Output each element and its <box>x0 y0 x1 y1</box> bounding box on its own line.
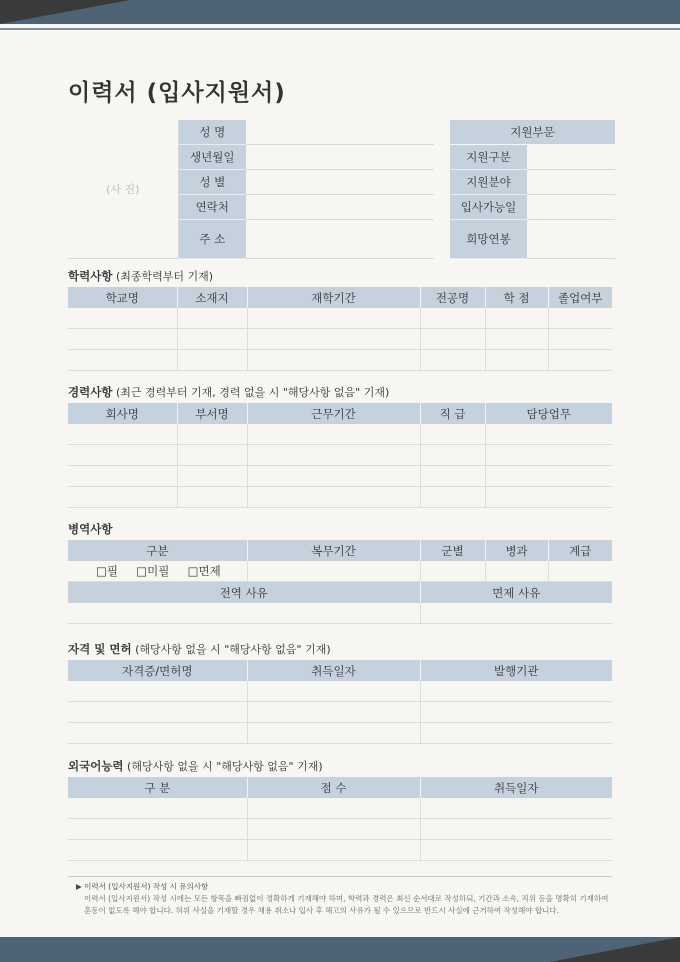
table-cell[interactable] <box>420 350 485 371</box>
table-cell[interactable] <box>177 424 247 445</box>
photo-placeholder[interactable]: (사 진) <box>68 120 178 259</box>
table-cell[interactable] <box>247 798 420 819</box>
field-label-name: 성 명 <box>178 120 246 145</box>
table-cell[interactable] <box>420 840 612 861</box>
language-header: 구 분 <box>68 777 247 798</box>
language-header: 점 수 <box>247 777 420 798</box>
language-header: 취득일자 <box>420 777 612 798</box>
table-cell[interactable] <box>68 445 177 466</box>
table-cell[interactable] <box>420 819 612 840</box>
table-cell[interactable] <box>68 840 247 861</box>
table-cell[interactable] <box>177 445 247 466</box>
edu-header: 전공명 <box>420 287 485 308</box>
edu-header: 졸업여부 <box>548 287 612 308</box>
career-title: 경력사항 <box>68 385 113 399</box>
top-divider <box>0 28 680 30</box>
table-cell[interactable] <box>420 445 485 466</box>
table-row <box>68 819 612 840</box>
notice-box <box>68 876 612 917</box>
field-input-name[interactable] <box>246 120 434 145</box>
table-cell[interactable] <box>247 681 420 702</box>
apply-input-type[interactable] <box>527 145 615 170</box>
table-cell[interactable] <box>247 561 420 582</box>
table-cell[interactable] <box>68 487 177 508</box>
field-label-contact: 연락처 <box>178 195 246 220</box>
table-cell[interactable] <box>420 681 612 702</box>
table-row <box>68 329 612 350</box>
table-cell[interactable] <box>485 445 612 466</box>
table-cell[interactable] <box>68 308 177 329</box>
field-label-gender: 성 별 <box>178 170 246 195</box>
notice-heading: 이력서 (입사지원서) 작성 시 유의사항 <box>84 882 209 891</box>
table-cell[interactable] <box>247 350 420 371</box>
career-header: 직 급 <box>420 403 485 424</box>
education-title: 학력사항 <box>68 269 113 283</box>
career-header: 회사명 <box>68 403 177 424</box>
career-header: 근무기간 <box>247 403 420 424</box>
table-row <box>68 702 612 723</box>
license-section-title <box>68 641 331 657</box>
table-cell[interactable] <box>247 840 420 861</box>
apply-label-start: 입사가능일 <box>450 195 527 220</box>
license-table <box>68 660 612 744</box>
table-cell[interactable] <box>68 424 177 445</box>
education-table <box>68 287 612 371</box>
table-cell[interactable] <box>420 308 485 329</box>
career-note: (최근 경력부터 기재, 경력 없을 시 "해당사항 없음" 기재) <box>115 386 390 399</box>
notice-heading-row <box>68 881 612 893</box>
apply-label-field: 지원분야 <box>450 170 527 195</box>
table-cell[interactable] <box>420 466 485 487</box>
table-cell[interactable] <box>247 466 420 487</box>
discharge-reason-header: 전역 사유 <box>68 582 420 604</box>
edu-header: 학 점 <box>485 287 548 308</box>
table-row <box>68 840 612 861</box>
field-label-birth: 생년월일 <box>178 145 246 170</box>
apply-input-field[interactable] <box>527 170 615 195</box>
table-cell[interactable] <box>548 308 612 329</box>
table-cell[interactable] <box>420 561 485 582</box>
table-cell[interactable] <box>485 308 548 329</box>
table-cell[interactable] <box>247 819 420 840</box>
apply-input-start[interactable] <box>527 195 615 220</box>
personal-info-table <box>68 120 434 259</box>
military-header: 병과 <box>485 540 548 561</box>
table-cell[interactable] <box>548 329 612 350</box>
bullet-arrow-icon: ▶ <box>76 882 82 891</box>
table-cell[interactable] <box>68 329 177 350</box>
table-cell[interactable] <box>485 424 612 445</box>
license-note: (해당사항 없을 시 "해당사항 없음" 기재) <box>135 643 331 656</box>
table-cell[interactable] <box>420 424 485 445</box>
table-cell[interactable] <box>485 561 548 582</box>
career-header: 담당업무 <box>485 403 612 424</box>
apply-label-salary: 희망연봉 <box>450 220 527 259</box>
apply-header: 지원부문 <box>450 120 615 145</box>
table-row <box>68 424 612 445</box>
table-cell[interactable] <box>247 329 420 350</box>
table-row <box>68 603 612 624</box>
table-cell[interactable] <box>485 350 548 371</box>
application-table <box>450 120 615 259</box>
education-note: (최종학력부터 기재) <box>115 270 214 283</box>
military-header: 구분 <box>68 540 247 561</box>
language-note: (해당사항 없을 시 "해당사항 없음" 기재) <box>127 760 323 773</box>
table-row <box>68 798 612 819</box>
table-cell[interactable] <box>420 702 612 723</box>
table-cell[interactable] <box>548 350 612 371</box>
table-cell[interactable] <box>68 350 177 371</box>
table-cell[interactable] <box>548 561 612 582</box>
language-table <box>68 777 612 861</box>
table-cell[interactable] <box>420 329 485 350</box>
military-section-title <box>68 521 112 537</box>
table-cell[interactable] <box>68 798 247 819</box>
language-title: 외국어능력 <box>68 759 124 773</box>
table-cell[interactable] <box>485 466 612 487</box>
table-row <box>68 350 612 371</box>
career-table <box>68 403 612 508</box>
edu-header: 재학기간 <box>247 287 420 308</box>
career-header: 부서명 <box>177 403 247 424</box>
edu-header: 소재지 <box>177 287 247 308</box>
table-cell[interactable] <box>68 681 247 702</box>
table-cell[interactable] <box>247 723 420 744</box>
table-cell[interactable] <box>68 702 247 723</box>
license-title: 자격 및 면허 <box>68 642 132 656</box>
field-input-birth[interactable] <box>246 145 434 170</box>
page-title: 이력서 (입사지원서) <box>68 80 286 106</box>
table-cell[interactable] <box>247 424 420 445</box>
language-section-title <box>68 758 323 774</box>
table-row <box>68 681 612 702</box>
bottom-banner-accent <box>550 937 680 962</box>
checkbox-served[interactable]: □필 <box>96 564 118 578</box>
military-table <box>68 540 612 624</box>
table-cell[interactable] <box>177 329 247 350</box>
table-cell[interactable] <box>177 466 247 487</box>
table-cell[interactable] <box>68 723 247 744</box>
checkbox-not-served[interactable]: □미필 <box>136 564 170 578</box>
table-cell[interactable] <box>177 308 247 329</box>
license-header: 자격증/면허명 <box>68 660 247 681</box>
field-input-address[interactable] <box>246 220 434 259</box>
table-row <box>68 487 612 508</box>
military-status-options <box>68 561 247 582</box>
table-cell[interactable] <box>485 487 612 508</box>
discharge-reason-cell[interactable] <box>68 603 420 624</box>
table-row <box>68 561 612 582</box>
military-header: 계급 <box>548 540 612 561</box>
table-cell[interactable] <box>420 723 612 744</box>
table-cell[interactable] <box>68 819 247 840</box>
military-header: 복무기간 <box>247 540 420 561</box>
table-cell[interactable] <box>68 466 177 487</box>
top-banner-accent <box>0 0 130 24</box>
military-header: 군별 <box>420 540 485 561</box>
career-section-title <box>68 384 389 400</box>
table-row <box>68 308 612 329</box>
table-cell[interactable] <box>420 487 485 508</box>
table-row <box>68 466 612 487</box>
checkbox-exempt[interactable]: □면제 <box>187 564 221 578</box>
field-input-gender[interactable] <box>246 170 434 195</box>
table-cell[interactable] <box>420 798 612 819</box>
table-cell[interactable] <box>247 487 420 508</box>
exemption-reason-cell[interactable] <box>420 603 612 624</box>
notice-body: 이력서 (입사지원서) 작성 시에는 모든 항목을 빠짐없이 정확하게 기재해야 하며, 학력과 경력은 최신 순서대로 작성하되, 기간과 소속, 직위 등을 명확히 기재하여 혼동이 없도록 해야 합니다. 허위 사실을 기재할 경우 채용 취소나 입사 후 해고의 사유가 될 수 있으므로 반드시 사실에 근거하여 작성해야 합니다. <box>84 894 609 915</box>
table-cell[interactable] <box>177 350 247 371</box>
table-cell[interactable] <box>485 329 548 350</box>
table-cell[interactable] <box>247 702 420 723</box>
apply-input-salary[interactable] <box>527 220 615 259</box>
table-row <box>68 445 612 466</box>
license-header: 발행기관 <box>420 660 612 681</box>
table-row <box>68 723 612 744</box>
edu-header: 학교명 <box>68 287 177 308</box>
military-title: 병역사항 <box>68 522 113 536</box>
apply-label-type: 지원구분 <box>450 145 527 170</box>
field-label-address: 주 소 <box>178 220 246 259</box>
table-cell[interactable] <box>247 445 420 466</box>
table-cell[interactable] <box>177 487 247 508</box>
field-input-contact[interactable] <box>246 195 434 220</box>
education-section-title <box>68 268 213 284</box>
exemption-reason-header: 면제 사유 <box>420 582 612 604</box>
license-header: 취득일자 <box>247 660 420 681</box>
table-cell[interactable] <box>247 308 420 329</box>
